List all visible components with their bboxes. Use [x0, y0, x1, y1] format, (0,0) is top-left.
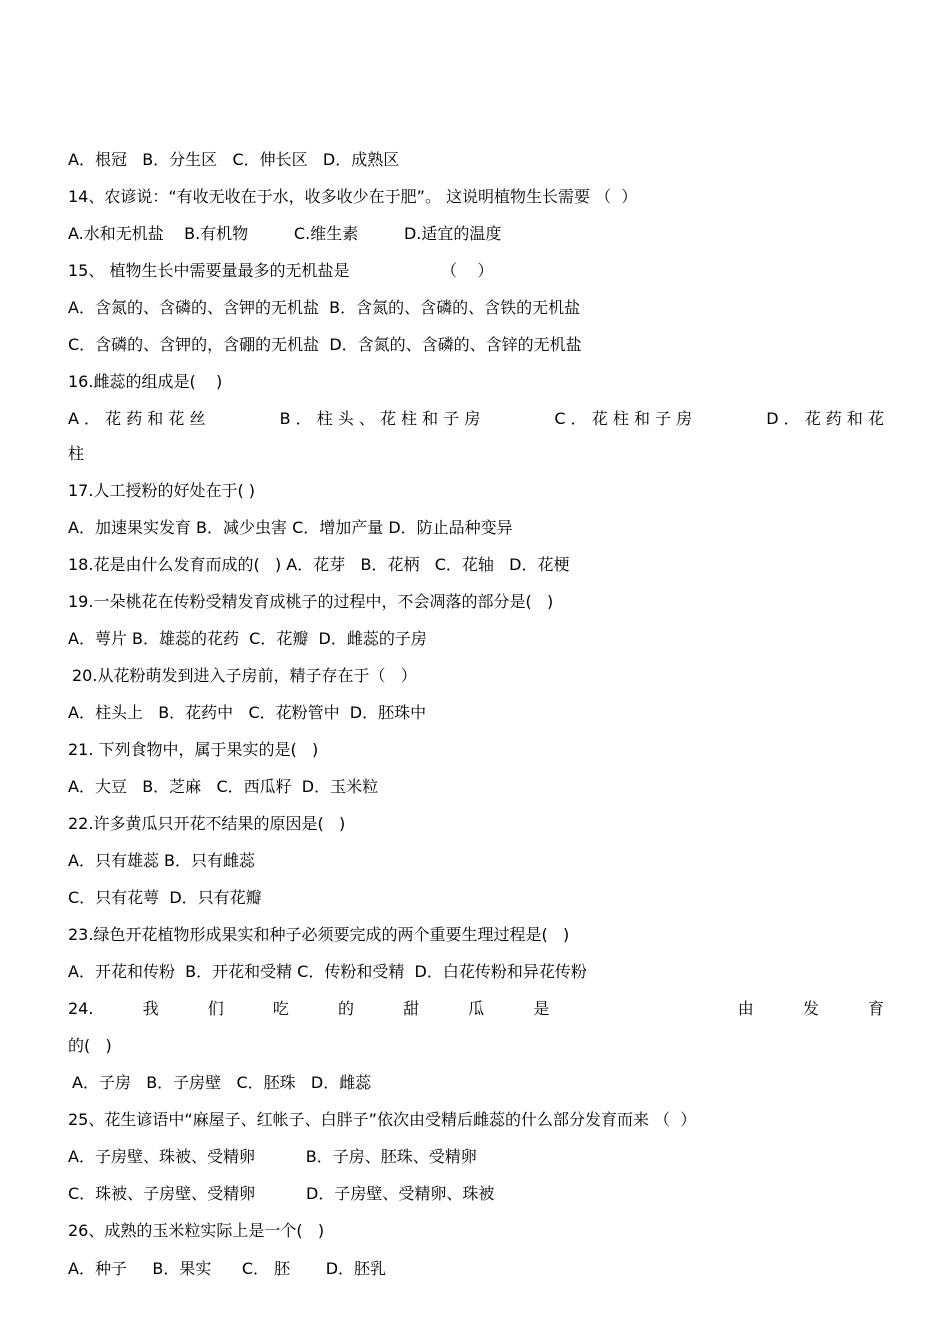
- q24-word: 我: [142, 999, 159, 1018]
- q16-option-b: B ． 柱 头 、 花 柱 和 子 房: [279, 409, 481, 428]
- q16-options-justified: [68, 408, 884, 430]
- q19-question: 19.一朵桃花在传粉受精发育成桃子的过程中，不会凋落的部分是( ): [68, 592, 554, 611]
- q14-question: 14、农谚说：“有收无收在于水，收多收少在于肥”。 这说明植物生长需要 （ ）: [68, 187, 638, 206]
- q23-question: 23.绿色开花植物形成果实和种子必须要完成的两个重要生理过程是( ): [68, 925, 570, 944]
- q15-options-cd: C．含磷的、含钾的，含硼的无机盐 D．含氮的、含磷的、含锌的无机盐: [68, 335, 582, 354]
- q26-options: A．种子 B．果实 C． 胚 D．胚乳: [68, 1259, 387, 1278]
- q24-word: 甜: [403, 999, 420, 1018]
- q24-word: 24.: [68, 999, 94, 1018]
- q16-option-a: A ． 花 药 和 花 丝: [68, 409, 206, 428]
- q15-options-ab: A．含氮的、含磷的、含钾的无机盐 B．含氮的、含磷的、含铁的无机盐: [68, 298, 581, 317]
- q18-question: 18.花是由什么发育而成的( ) A．花芽 B．花柄 C．花轴 D．花梗: [68, 555, 570, 574]
- q25-question: 25、花生谚语中“麻屋子、红帐子、白胖子”依次由受精后雌蕊的什么部分发育而来 （ ）: [68, 1110, 697, 1129]
- q24-word: 们: [207, 999, 224, 1018]
- q22-options-cd: C．只有花萼 D．只有花瓣: [68, 888, 262, 907]
- q24-word: 是: [533, 999, 550, 1018]
- q25-options-ab: A．子房壁、珠被、受精卵 B．子房、胚珠、受精卵: [68, 1147, 477, 1166]
- q24-blank: [599, 998, 689, 1020]
- q17-question: 17.人工授粉的好处在于( ): [68, 481, 256, 500]
- q21-question: 21. 下列食物中，属于果实的是( ): [68, 740, 319, 759]
- q16-options-wrap: 柱: [68, 444, 85, 463]
- q22-options-ab: A．只有雄蕊 B．只有雌蕊: [68, 851, 256, 870]
- q24-word: 瓜: [468, 999, 485, 1018]
- q16-option-c: C ． 花 柱 和 子 房: [554, 409, 693, 428]
- q24-word: 的: [338, 999, 355, 1018]
- q21-options: A．大豆 B．芝麻 C．西瓜籽 D．玉米粒: [68, 777, 379, 796]
- q17-options: A．加速果实发育 B．减少虫害 C．增加产量 D．防止品种变异: [68, 518, 513, 537]
- q23-options: A．开花和传粉 B．开花和受精 C．传粉和受精 D．白花传粉和异花传粉: [68, 962, 587, 981]
- q24-question-justified: [68, 998, 884, 1020]
- q15-question: 15、 植物生长中需要量最多的无机盐是 （ ）: [68, 261, 494, 280]
- q26-question: 26、成熟的玉米粒实际上是一个( ): [68, 1221, 325, 1240]
- q22-question: 22.许多黄瓜只开花不结果的原因是( ): [68, 814, 346, 833]
- q24-word: 由: [737, 999, 754, 1018]
- q16-question: 16.雌蕊的组成是( ): [68, 372, 223, 391]
- q25-options-cd: C．珠被、子房壁、受精卵 D．子房壁、受精卵、珠被: [68, 1184, 495, 1203]
- q20-question: 20.从花粉萌发到进入子房前，精子存在于（ ）: [72, 666, 417, 685]
- q19-options: A．萼片 B．雄蕊的花药 C．花瓣 D．雌蕊的子房: [68, 629, 427, 648]
- q14-options: A.水和无机盐 B.有机物 C.维生素 D.适宜的温度: [68, 224, 502, 243]
- q24-question-wrap: 的( ): [68, 1036, 112, 1055]
- q24-word: 发: [802, 999, 819, 1018]
- q13-options: A．根冠 B．分生区 C．伸长区 D．成熟区: [68, 150, 400, 169]
- q16-option-d: D ． 花 药 和 花: [766, 409, 884, 428]
- q24-word: 吃: [272, 999, 289, 1018]
- q24-word: 育: [867, 999, 884, 1018]
- q24-options: A．子房 B．子房壁 C．胚珠 D．雌蕊: [72, 1073, 372, 1092]
- q20-options: A．柱头上 B．花药中 C．花粉管中 D．胚珠中: [68, 703, 427, 722]
